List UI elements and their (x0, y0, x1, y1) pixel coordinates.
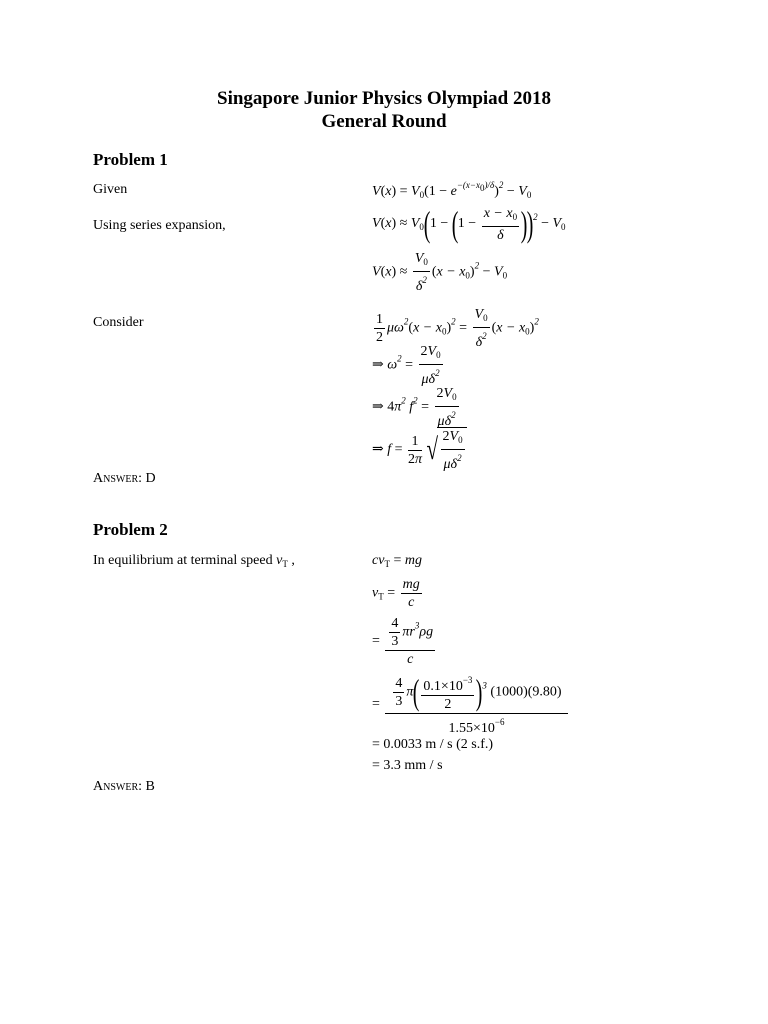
series-label: Using series expansion, (93, 218, 226, 233)
equation-frequency-squared: ⇒ $4\pi^2$ $f^2$ = $\frac{2V_0}{\mu\delta^2}$ (372, 386, 457, 429)
equation-terminal-speed: $v_T$ = $\frac{mg}{c}$ (372, 577, 420, 610)
equation-approx: V(x) ≈ $\frac{V_0}{\delta^2}$ $(x - x_0)^2 - V_0$ (372, 251, 508, 294)
equation-substitution: = $\frac{4}{3}$ $\pi r^3\rho g$ c (372, 616, 434, 667)
equation-omega: ⇒ $\omega^2$ = $\frac{2V_0}{\mu\delta^2}$ (372, 344, 441, 387)
equilibrium-label: In equilibrium at terminal speed $v_T$ , (93, 553, 295, 569)
equilibrium-text: In equilibrium at terminal speed (93, 553, 273, 568)
result-mm: = 3.3 mm / s (372, 758, 443, 773)
result-si: = 0.0033 m / s (2 s.f.) (372, 737, 494, 752)
answer-label: Answer: (93, 779, 142, 794)
equation-equilibrium: $cv_T$ = mg (372, 553, 422, 569)
equation-numeric: = $\frac{4}{3}$ π( $\frac{0.1\times 10^{-3}}{2}$ )$^3$ (1000)(9.80) $1.55\times 10^{-6}$ (372, 672, 570, 737)
answer-value: D (145, 471, 156, 486)
equation-consider: $\frac{1}{2}$ $\mu\omega^2(x - x_0)^2$ = $\frac{V_0}{\delta^2}$ $(x - x_0)^2$ (376, 307, 539, 350)
answer-value: B (145, 779, 155, 794)
equation-series: $V(x) \approx V_0(1 - (1$ − $\frac{x - x_0}{\delta}$ ))$^2 - V_0$ (372, 204, 566, 244)
given-label: Given (93, 182, 128, 197)
problem-1-heading: Problem 1 (93, 150, 168, 169)
equation-frequency: ⇒ f = $\frac{1}{2\pi}$ √ $\frac{2V_0}{\mu\delta^2}$ (372, 427, 467, 473)
problem-2-heading: Problem 2 (93, 520, 168, 539)
problem-2-answer (93, 779, 155, 795)
page-subtitle: General Round (321, 111, 447, 132)
consider-label: Consider (93, 315, 144, 330)
answer-label: Answer: (93, 471, 142, 486)
equation-potential: $V(x) = V_0(1 - e^{-(x-x_0)/\delta})^2 - V_0$ (372, 180, 532, 200)
page-title: Singapore Junior Physics Olympiad 2018 (217, 88, 551, 109)
problem-1-answer (93, 471, 156, 487)
